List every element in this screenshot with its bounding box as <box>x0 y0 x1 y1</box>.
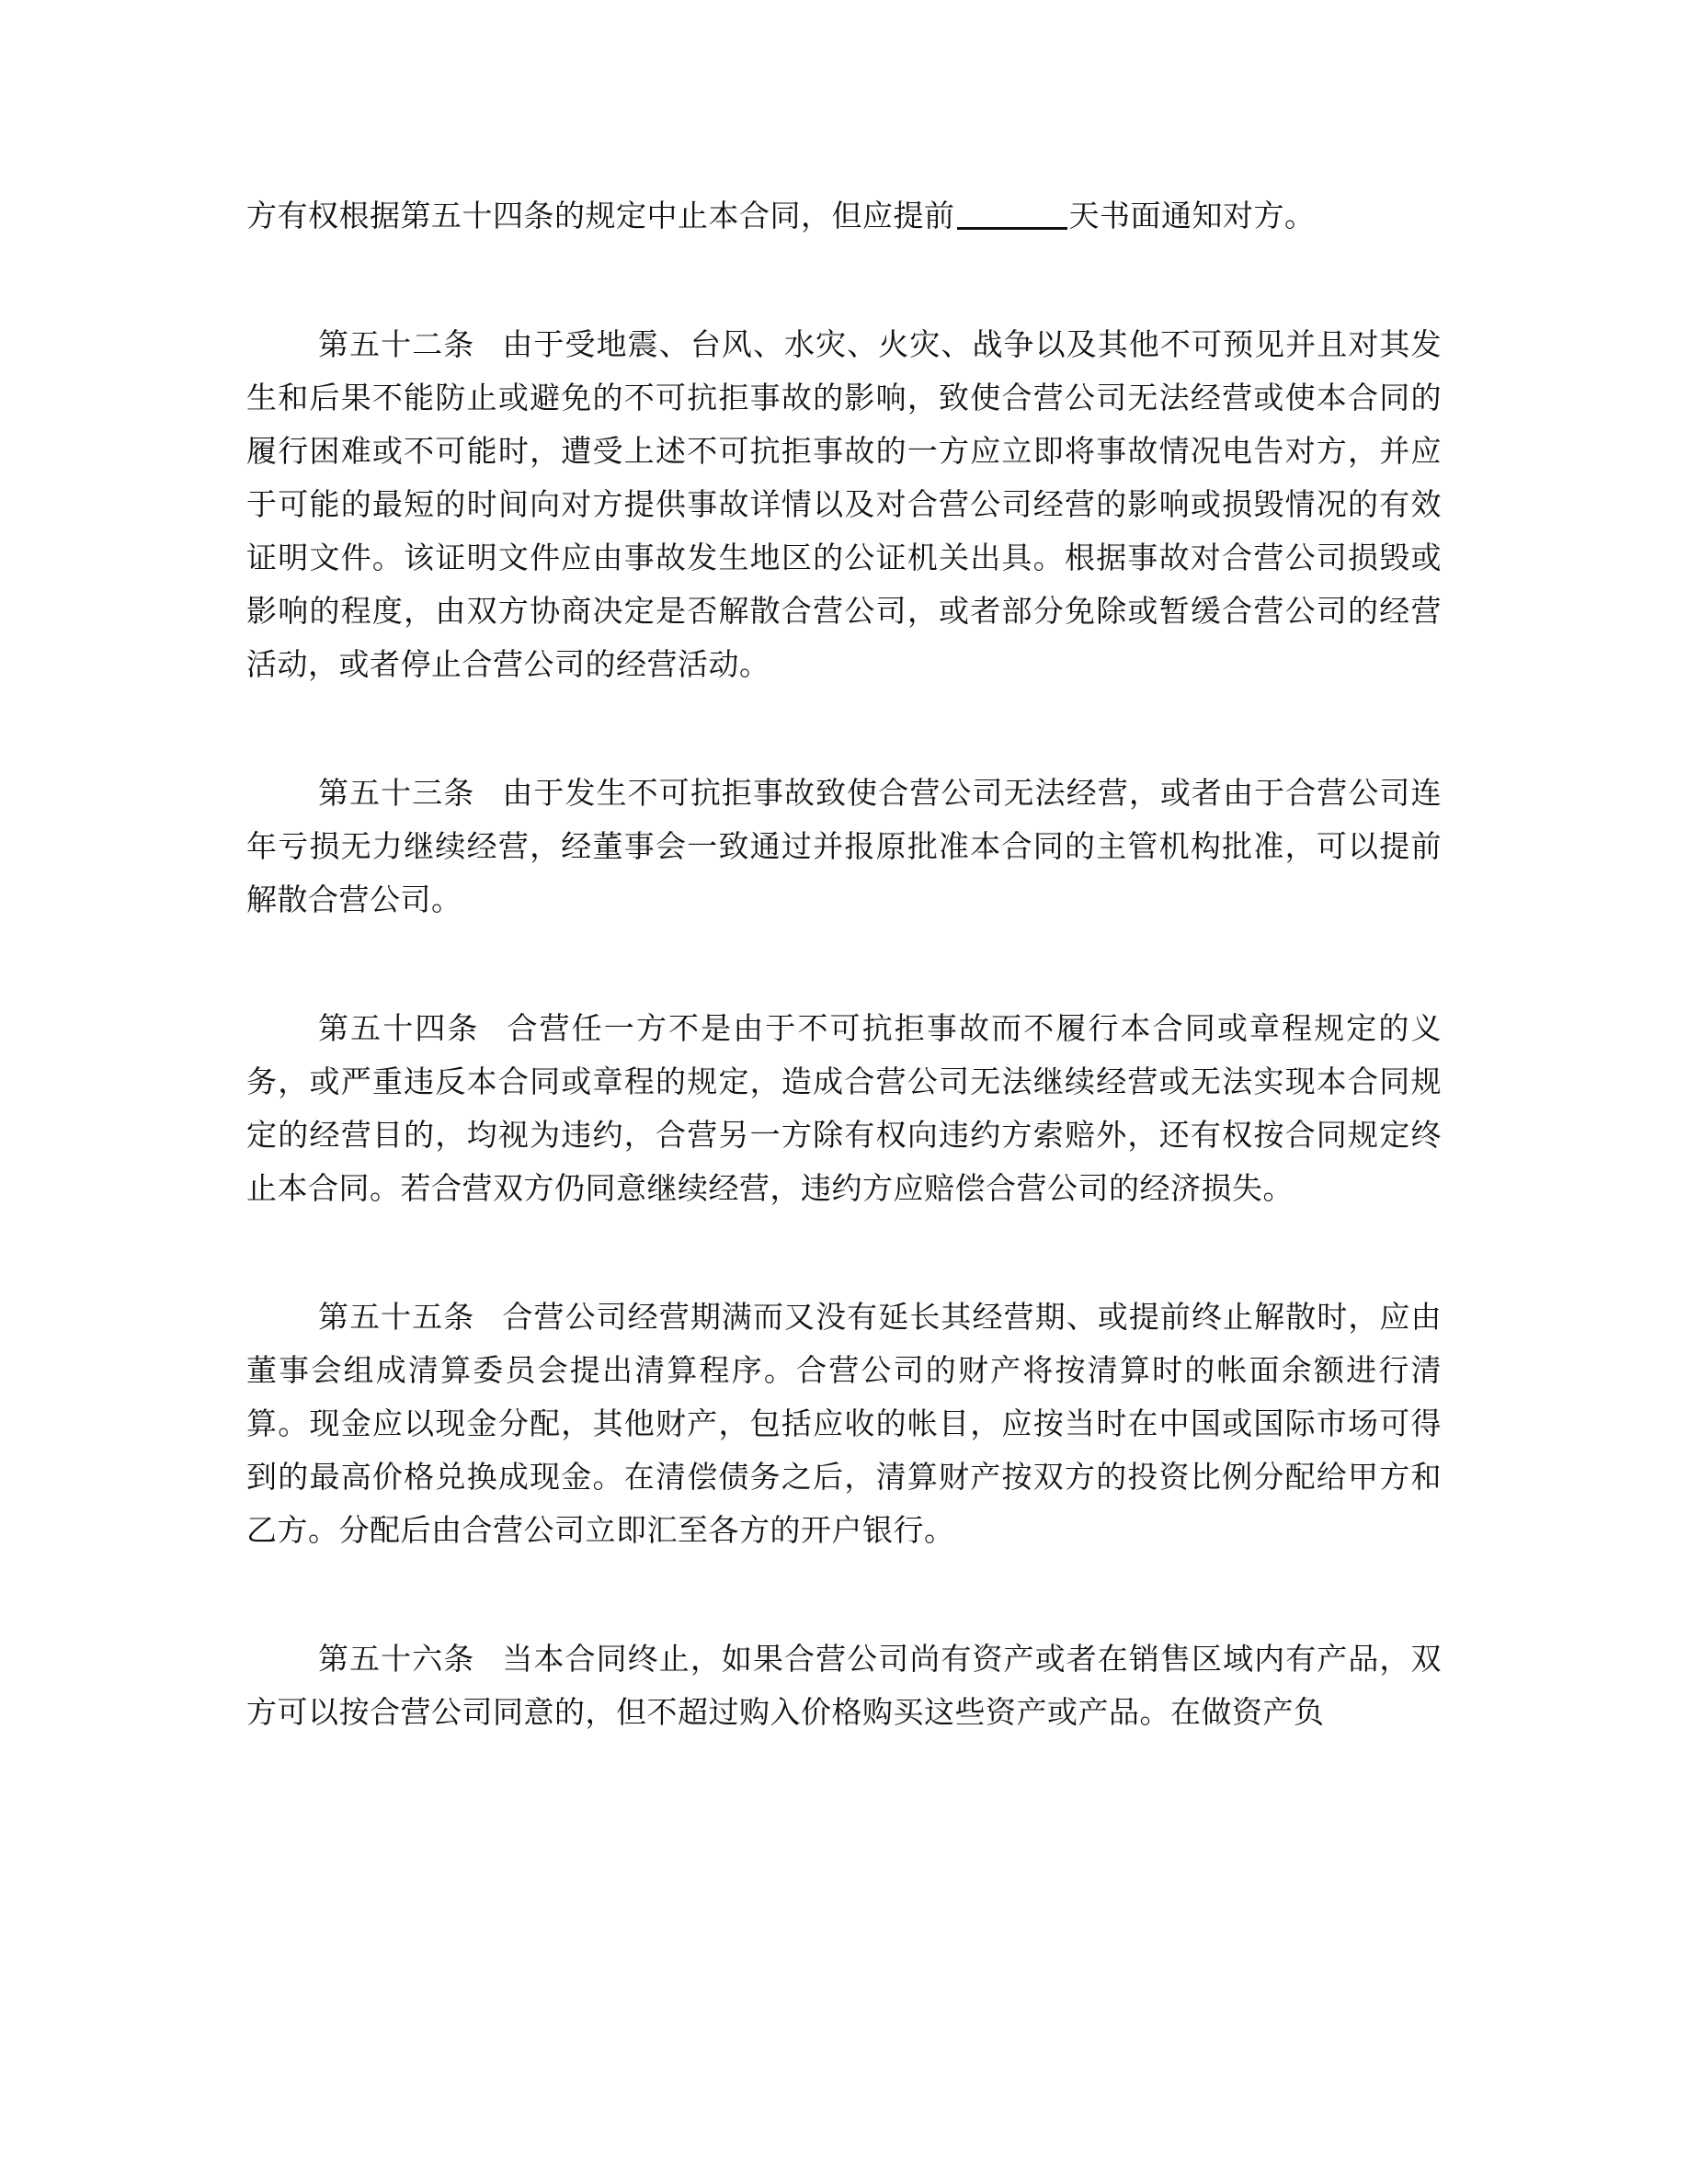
continuation-text-before: 方有权根据第五十四条的规定中止本合同，但应提前 <box>246 198 955 233</box>
article-number: 第五十三条 <box>318 775 475 811</box>
article-text: 合营公司经营期满而又没有延长其经营期、或提前终止解散时，应由董事会组成清算委员会提出清算程序。合营公司的财产将按清算时的帐面余额进行清算。现金应以现金分配，其他财产，包括应收的帐目，应按当时在中国或国际市场可得到的最高价格兑换成现金。在清偿债务之后，清算财产按双方的投资比例分配给甲方和乙方。分配后由合营公司立即汇至各方的开户银行。 <box>246 1299 1443 1548</box>
article-55 <box>246 1291 1442 1557</box>
article-number: 第五十四条 <box>318 1010 480 1046</box>
paragraph-spacer <box>246 1215 1442 1291</box>
paragraph-spacer <box>246 1557 1442 1632</box>
article-56 <box>246 1632 1442 1739</box>
article-text: 合营任一方不是由于不可抗拒事故而不履行本合同或章程规定的义务，或严重违反本合同或章程的规定，造成合营公司无法继续经营或无法实现本合同规定的经营目的，均视为违约，合营另一方除有权向违约方索赔外，还有权按合同规定终止本合同。若合营双方仍同意继续经营，违约方应赔偿合营公司的经济损失。 <box>246 1010 1443 1206</box>
paragraph-spacer <box>246 691 1442 767</box>
article-text: 当本合同终止，如果合营公司尚有资产或者在销售区域内有产品，双方可以按合营公司同意的，但不超过购入价格购买这些资产或产品。在做资产负 <box>246 1641 1443 1730</box>
article-number: 第五十六条 <box>318 1641 475 1677</box>
fill-in-blank <box>957 194 1067 230</box>
paragraph-spacer <box>246 243 1442 318</box>
article-number: 第五十五条 <box>318 1299 475 1335</box>
paragraph-spacer <box>246 927 1442 1002</box>
continuation-text-after: 天书面通知对方。 <box>1068 198 1316 233</box>
article-52 <box>246 318 1442 691</box>
continuation-paragraph <box>246 189 1442 243</box>
article-53 <box>246 767 1442 927</box>
article-number: 第五十二条 <box>318 326 475 362</box>
article-text: 由于受地震、台风、水灾、火灾、战争以及其他不可预见并且对其发生和后果不能防止或避免的不可抗拒事故的影响，致使合营公司无法经营或使本合同的履行困难或不可能时，遭受上述不可抗拒事故的一方应立即将事故情况电告对方，并应于可能的最短的时间向对方提供事故详情以及对合营公司经营的影响或损毁情况的有效证明文件。该证明文件应由事故发生地区的公证机关出具。根据事故对合营公司损毁或影响的程度，由双方协商决定是否解散合营公司，或者部分免除或暂缓合营公司的经营活动，或者停止合营公司的经营活动。 <box>246 326 1443 682</box>
document-body <box>246 189 1442 1739</box>
article-text: 由于发生不可抗拒事故致使合营公司无法经营，或者由于合营公司连年亏损无力继续经营，经董事会一致通过并报原批准本合同的主管机构批准，可以提前解散合营公司。 <box>246 775 1443 917</box>
article-54 <box>246 1002 1442 1215</box>
